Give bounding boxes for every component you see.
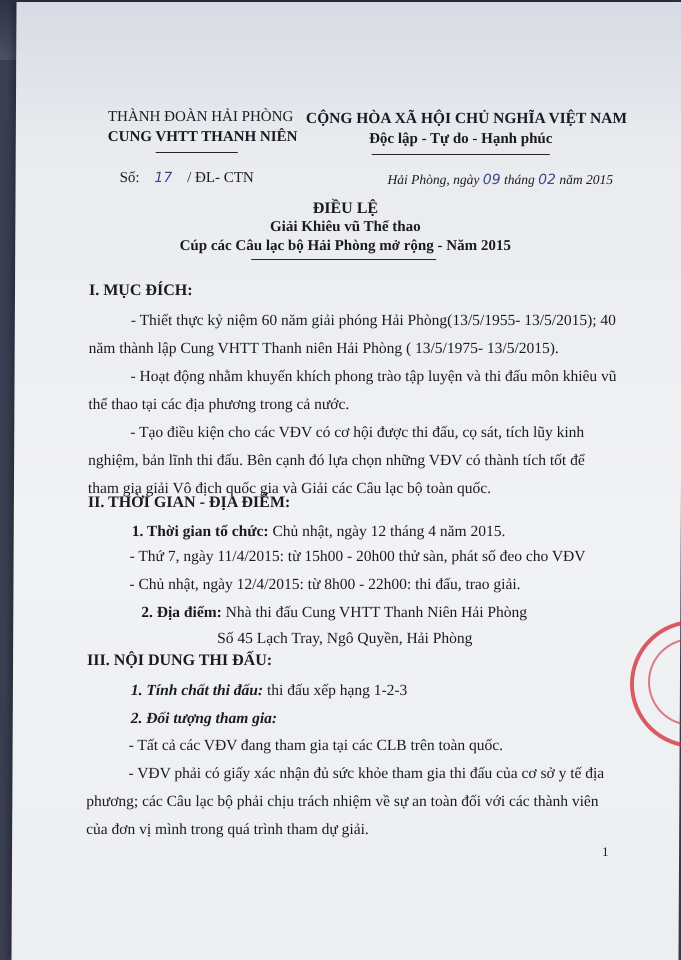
section-1-p1-line1: - Thiết thực kỷ niệm 60 năm giải phóng Hải Phòng(13/5/1955- 13/5/2015); 40 [130, 312, 617, 329]
section-2-item-2-line2: Số 45 Lạch Tray, Ngô Quyền, Hải Phòng [217, 630, 473, 647]
item-1-value: Chủ nhật, ngày 12 tháng 4 năm 2015. [268, 523, 506, 540]
section-1-p2-line1: - Hoạt động nhằm khuyến khích phong trào tập luyện và thi đấu môn khiêu vũ [130, 368, 617, 385]
section-1-p3-line2: nghiệm, bản lĩnh thi đấu. Bên cạnh đó lựa chọn những VĐV có thành tích tốt để [88, 452, 585, 469]
section-3-line-b3: của đơn vị mình trong quá trình tham dự giải. [86, 821, 369, 838]
document-page [11, 2, 681, 960]
org-name-line1: THÀNH ĐOÀN HẢI PHÒNG [107, 109, 294, 125]
item-1-value: thi đấu xếp hạng 1-2-3 [263, 682, 408, 699]
section-3-item-1 [131, 677, 408, 705]
item-2-label: 2. Địa điểm: [141, 604, 222, 621]
date-suffix: năm 2015 [559, 172, 614, 187]
date-day: 09 [482, 172, 501, 188]
title-underline [251, 259, 436, 260]
section-2-item-2 [141, 599, 527, 627]
org-underline [156, 152, 238, 153]
date-month: 02 [538, 172, 557, 188]
section-2-line-a: - Thứ 7, ngày 11/4/2015: từ 15h00 - 20h00 thử sàn, phát số đeo cho VĐV [129, 548, 586, 565]
section-3-heading: III. NỘI DUNG THI ĐẤU: [87, 652, 273, 669]
section-2-line-b: - Chủ nhật, ngày 12/4/2015: từ 8h00 - 22h00: thi đấu, trao giải. [129, 576, 521, 593]
section-2-heading: II. THỜI GIAN - ĐỊA ĐIỂM: [87, 494, 291, 511]
number-prefix: Số: [119, 170, 140, 186]
date-mid: tháng [503, 172, 535, 187]
section-3-line-b2: phương; các Câu lạc bộ phải chịu trách nhiệm về sự an toàn đối với các thành viên [86, 793, 599, 810]
section-3-line-a: - Tất cả các VĐV đang tham gia tại các CLB trên toàn quốc. [128, 737, 504, 754]
number-handwritten: 17 [154, 170, 173, 186]
section-3-line-b1: - VĐV phải có giấy xác nhận đủ sức khỏe tham gia thi đấu của cơ sở y tế địa [128, 765, 605, 782]
item-1-label: 1. Thời gian tổ chức: [131, 523, 269, 540]
section-3-item-2: 2. Đối tượng tham gia: [130, 710, 278, 727]
section-1-p2-line2: thể thao tại các địa phương trong cả nước. [88, 396, 350, 413]
document-date [388, 172, 614, 188]
section-1-p3-line1: - Tạo điều kiện cho các VĐV có cơ hội được thi đấu, cọ sát, tích lũy kinh [130, 424, 585, 441]
document-subtitle-2: Cúp các Câu lạc bộ Hải Phòng mở rộng - Năm 2015 [179, 238, 511, 254]
section-1-p3-line3: tham gia giải Vô địch quốc gia và Giải các Câu lạc bộ toàn quốc. [87, 480, 492, 497]
page-number: 1 [602, 844, 609, 859]
stamp-inner-ring [648, 638, 681, 726]
org-name-line2: CUNG VHTT THANH NIÊN [107, 129, 298, 145]
item-2-value: Nhà thi đấu Cung VHTT Thanh Niên Hải Phòng [221, 604, 528, 621]
date-prefix: Hải Phòng, ngày [387, 172, 480, 187]
section-1-heading: I. MỤC ĐÍCH: [88, 282, 193, 299]
nation-motto: Độc lập - Tự do - Hạnh phúc [369, 131, 553, 147]
document-subtitle-1: Giải Khiêu vũ Thể thao [269, 219, 421, 235]
section-2-item-1 [132, 518, 506, 546]
item-1-label: 1. Tính chất thi đấu: [130, 682, 264, 699]
section-1-p1-line2: năm thành lập Cung VHTT Thanh niên Hải Phòng ( 13/5/1975- 13/5/2015). [88, 340, 559, 357]
motto-underline [372, 154, 550, 155]
number-suffix: / ĐL- CTN [187, 170, 254, 186]
nation-title: CỘNG HÒA XÃ HỘI CHỦ NGHĨA VIỆT NAM [305, 110, 628, 127]
document-title: ĐIỀU LỆ [312, 200, 379, 217]
document-number [120, 170, 254, 187]
